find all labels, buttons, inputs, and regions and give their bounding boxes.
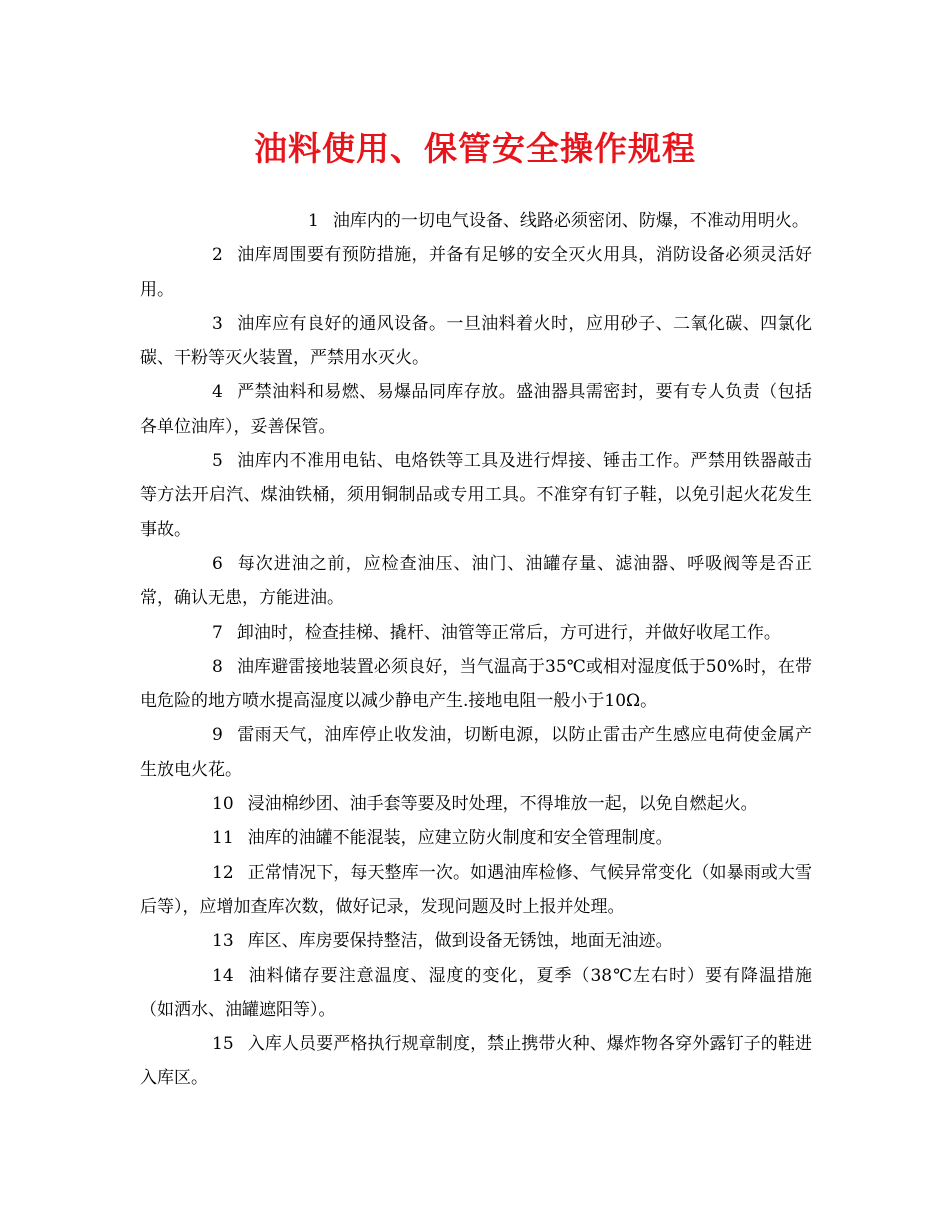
item-text: 正常情况下，每天整库一次。如遇油库检修、气候异常变化（如暴雨或大雪后等），应增加查库次数，做好记录，发现问题及时上报并处理。 [140, 862, 812, 917]
list-item [140, 444, 812, 547]
item-text: 油库周围要有预防措施，并备有足够的安全灭火用具，消防设备必须灵活好用。 [140, 245, 812, 300]
list-item [140, 1027, 812, 1096]
item-text: 入库人员要严格执行规章制度，禁止携带火种、爆炸物各穿外露钉子的鞋进入库区。 [140, 1034, 812, 1089]
item-number: 13 [212, 931, 234, 952]
list-item [140, 616, 812, 650]
list-item [140, 650, 812, 719]
item-number: 8 [212, 656, 223, 677]
item-number: 10 [212, 794, 234, 815]
list-item [140, 821, 812, 855]
item-number: 14 [212, 965, 234, 986]
list-item [140, 959, 812, 1028]
item-number: 15 [212, 1034, 234, 1055]
list-item [140, 547, 812, 616]
item-text: 每次进油之前，应检查油压、油门、油罐存量、滤油器、呼吸阀等是否正常，确认无患，方能进油。 [140, 553, 812, 609]
item-text: 油库应有良好的通风设备。一旦油料着火时，应用砂子、二氧化碳、四氯化碳、干粉等灭火装置，严禁用水灭火。 [140, 313, 812, 369]
item-number: 1 [308, 211, 319, 231]
list-item [140, 204, 812, 238]
list-item [140, 718, 812, 787]
item-number: 7 [212, 622, 223, 643]
item-number: 5 [212, 451, 223, 472]
list-item [140, 924, 812, 958]
item-text: 库区、库房要保持整洁，做到设备无锈蚀，地面无油迹。 [247, 931, 673, 952]
item-text: 雷雨天气，油库停止收发油，切断电源，以防止雷击产生感应电荷使金属产生放电火花。 [140, 725, 812, 780]
item-text: 油库内不准用电钻、电烙铁等工具及进行焊接、锤击工作。严禁用铁器敲击等方法开启汽、煤油铁桶，须用铜制品或专用工具。不准穿有钉子鞋，以免引起火花发生事故。 [140, 451, 812, 540]
item-number: 11 [212, 828, 234, 849]
document-body [140, 204, 812, 1096]
item-text: 油库的油罐不能混装，应建立防火制度和安全管理制度。 [247, 828, 673, 849]
item-number: 4 [212, 382, 223, 403]
item-text: 油库内的一切电气设备、线路必须密闭、防爆，不准动用明火。 [332, 211, 809, 231]
list-item [140, 375, 812, 444]
document-title: 油料使用、保管安全操作规程 [254, 129, 696, 168]
item-text: 油料储存要注意温度、湿度的变化，夏季（38℃左右时）要有降温措施（如洒水、油罐遮阳等）。 [140, 965, 812, 1020]
item-text: 浸油棉纱团、油手套等要及时处理，不得堆放一起，以免自燃起火。 [247, 794, 758, 815]
item-number: 12 [212, 862, 234, 883]
item-text: 油库避雷接地装置必须良好，当气温高于35℃或相对湿度低于50%时，在带电危险的地方喷水提高湿度以减少静电产生.接地电阻一般小于10Ω。 [140, 656, 812, 712]
item-number: 2 [212, 245, 223, 266]
list-item [140, 856, 812, 925]
item-number: 3 [212, 313, 223, 334]
item-number: 9 [212, 725, 223, 746]
item-number: 6 [212, 553, 223, 574]
list-item [140, 307, 812, 376]
list-item [140, 787, 812, 821]
item-text: 严禁油料和易燃、易爆品同库存放。盛油器具需密封，要有专人负责（包括各单位油库），妥善保管。 [140, 382, 812, 437]
list-item [140, 238, 812, 307]
item-text: 卸油时，检查挂梯、撬杆、油管等正常后，方可进行，并做好收尾工作。 [236, 622, 781, 643]
